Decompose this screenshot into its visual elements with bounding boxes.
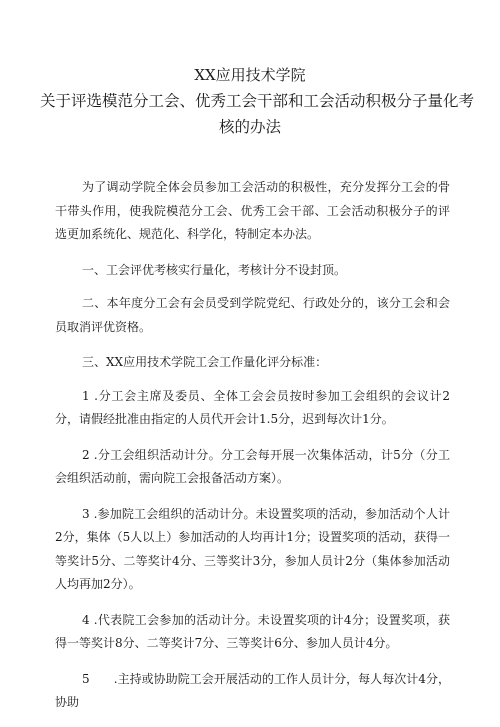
document-body xyxy=(55,176,450,727)
paragraph-rule-3: 三、XX应用技术学院工会工作量化评分标准： xyxy=(82,355,328,369)
paragraph-item-3: 3 .参加院工会组织的活动计分。未设置奖项的活动，参加活动个人计2分，集体（5人以上）参加活动的人均再计1分；设置奖项的活动，获得一等奖计5分、二等奖计4分、三等奖计3分，参加人员计2分（集体参加活动人均再加2分）。 xyxy=(55,506,450,591)
paragraph-item-4: 4 .代表院工会参加的活动计分。未设置奖项的计4分；设置奖项，获得一等奖计8分、二等奖计7分、三等奖计6分、参加人员计4分。 xyxy=(55,612,450,650)
paragraph-rule-2: 二、本年度分工会有会员受到学院党纪、行政处分的，该分工会和会员取消评优资格。 xyxy=(55,296,450,334)
paragraph-rule-1: 一、工会评优考核实行量化，考核计分不设封顶。 xyxy=(82,262,347,277)
paragraph-item-2: 2 .分工会组织活动计分。分工会每开展一次集体活动，计5分（分工会组织活动前，需向院工会报备活动方案）。 xyxy=(55,447,450,485)
paragraph-item-5: 5 .主持或协助院工会开展活动的工作人员计分，每人每次计4分，协助 xyxy=(55,671,450,709)
title-line-institution: XX应用技术学院 xyxy=(194,66,306,84)
document-title xyxy=(40,62,475,140)
title-line-subject-end: 核的办法 xyxy=(218,118,281,136)
paragraph-item-1: 1 .分工会主席及委员、全体工会会员按时参加工会组织的会议计2分，请假经批准由指定的人员代开会计1.5分，迟到每次计1分。 xyxy=(55,388,450,426)
paragraph-intro: 为了调动学院全体会员参加工会活动的积极性，充分发挥分工会的骨干带头作用，使我院模范分工会、优秀工会干部、工会活动积极分子的评选更加系统化、规范化、科学化，特制定本办法。 xyxy=(55,180,450,241)
title-line-subject: 关于评选模范分工会、优秀工会干部和工会活动积极分子量化考 xyxy=(40,92,475,110)
